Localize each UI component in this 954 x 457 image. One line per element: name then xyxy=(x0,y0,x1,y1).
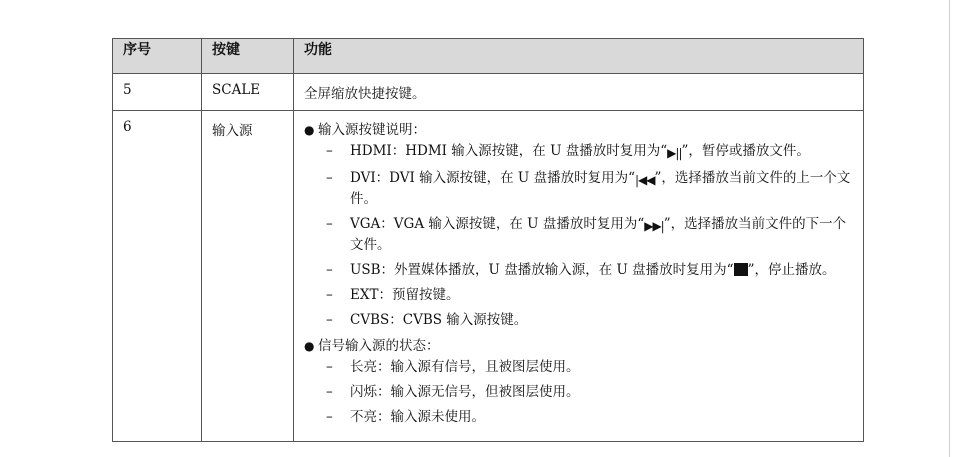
list-item xyxy=(326,383,853,402)
cell-no: 5 xyxy=(113,74,202,111)
item-text: 不亮：输入源未使用。 xyxy=(350,409,485,425)
dash-icon: – xyxy=(326,359,333,375)
dash-icon: – xyxy=(326,170,333,186)
dash-icon: – xyxy=(326,287,333,303)
table-header-row xyxy=(113,39,864,74)
dash-icon: – xyxy=(326,384,333,400)
cell-key: SCALE xyxy=(202,74,294,111)
next-track-icon: ▶▶| xyxy=(644,219,664,233)
cell-function xyxy=(294,111,864,442)
play-pause-icon: ▶|| xyxy=(667,146,682,160)
item-text: DVI：DVI 输入源按键，在 U 盘播放时复用为“ xyxy=(350,170,635,186)
item-text-tail: ”，暂停或播放文件。 xyxy=(681,143,810,159)
header-function: 功能 xyxy=(294,39,864,74)
item-text: 闪烁：输入源无信号，但被图层使用。 xyxy=(350,384,580,400)
item-text: 长亮：输入源有信号，且被图层使用。 xyxy=(350,359,580,375)
dash-icon: – xyxy=(326,312,333,328)
list-item xyxy=(326,286,853,305)
table-row xyxy=(113,111,864,442)
item-text-tail: ”，选择播放当前文件的下一个文件。 xyxy=(350,216,847,253)
list-item xyxy=(326,408,853,427)
dash-icon: – xyxy=(326,262,333,278)
header-key: 按键 xyxy=(202,39,294,74)
list-item xyxy=(326,142,853,163)
dash-icon: – xyxy=(326,143,333,159)
list-item xyxy=(326,169,853,209)
cell-function: 全屏缩放快捷按键。 xyxy=(294,74,864,111)
item-text-tail: ”，选择播放当前文件的上一个文件。 xyxy=(350,170,851,207)
dash-icon: – xyxy=(326,216,333,232)
list-item xyxy=(326,215,853,255)
item-text-tail: ”，停止播放。 xyxy=(747,262,836,278)
list-item xyxy=(326,358,853,377)
item-text: CVBS：CVBS 输入源按键。 xyxy=(350,312,528,328)
item-text: USB：外置媒体播放，U 盘播放输入源，在 U 盘播放时复用为“ xyxy=(350,262,734,278)
previous-track-icon: |◀◀ xyxy=(635,173,655,187)
dash-icon: – xyxy=(326,409,333,425)
bullet-text: 输入源按键说明： xyxy=(318,122,426,138)
header-no: 序号 xyxy=(113,39,202,74)
cell-no: 6 xyxy=(113,111,202,442)
item-text: EXT：预留按键。 xyxy=(350,287,460,303)
bullet-dot-icon: ● xyxy=(304,123,315,137)
stop-icon xyxy=(734,263,748,276)
table-row xyxy=(113,74,864,111)
item-text: VGA：VGA 输入源按键，在 U 盘播放时复用为“ xyxy=(350,216,645,232)
list-item xyxy=(326,311,853,330)
cell-key: 输入源 xyxy=(202,111,294,442)
bullet-item xyxy=(304,120,853,140)
bullet-text: 信号输入源的状态： xyxy=(318,338,440,354)
bullet-item xyxy=(304,336,853,356)
list-item xyxy=(326,261,853,280)
item-text: HDMI：HDMI 输入源按键，在 U 盘播放时复用为“ xyxy=(350,143,668,159)
function-table xyxy=(112,38,864,442)
page-edge-line xyxy=(949,0,950,457)
bullet-dot-icon: ● xyxy=(304,339,315,353)
